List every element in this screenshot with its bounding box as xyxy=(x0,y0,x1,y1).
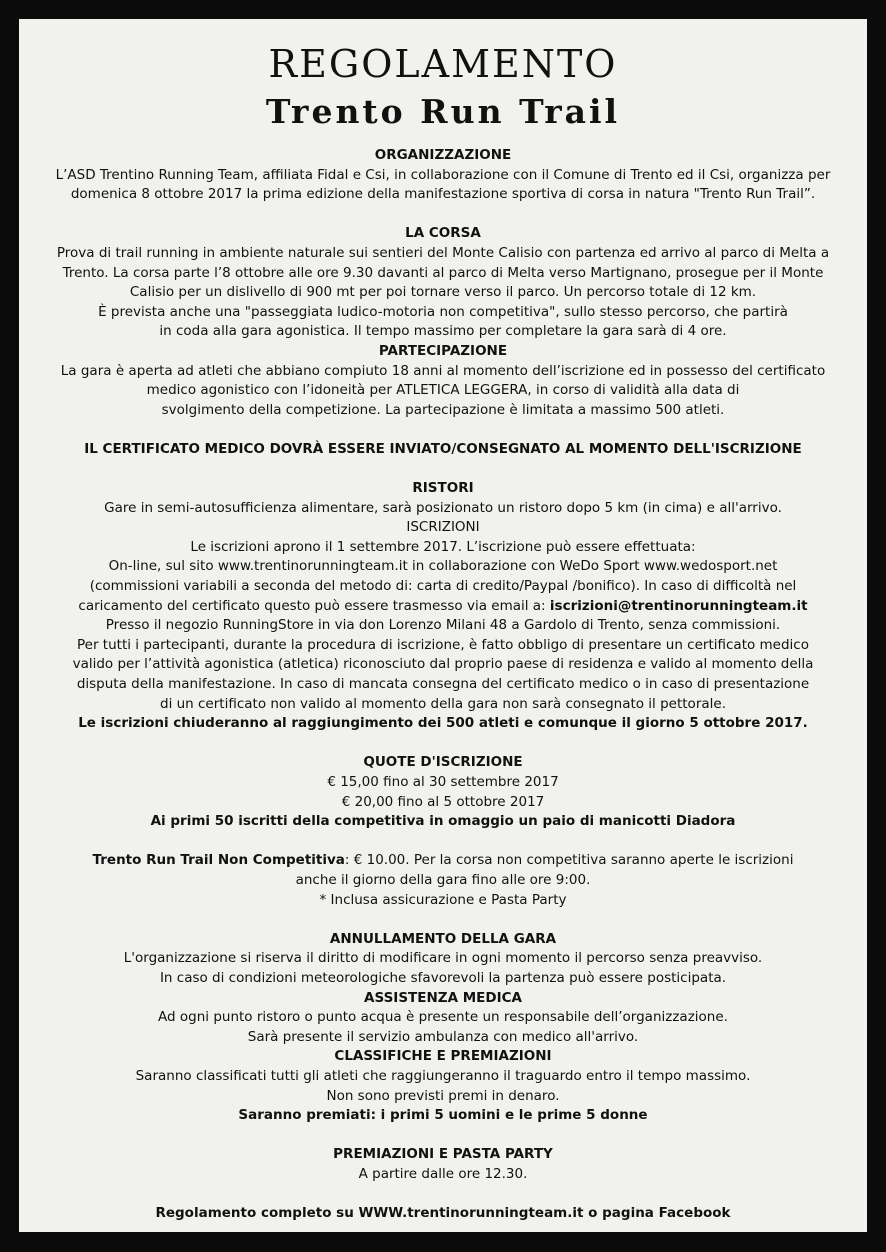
title-event-name: Trento Run Trail xyxy=(265,92,621,131)
paragraph-line: (commissioni variabili a seconda del metodo di: carta di credito/Paypal /bonifico). In caso di difficoltà nel xyxy=(89,578,797,595)
price-line: € 20,00 fino al 5 ottobre 2017 xyxy=(341,793,545,810)
paragraph-line xyxy=(29,851,857,871)
document-body xyxy=(29,146,857,1224)
paragraph-line: Sarà presente il servizio ambulanza con medico all'arrivo. xyxy=(247,1028,639,1045)
bonus-notice: Ai primi 50 iscritti della competitiva in omaggio un paio di manicotti Diadora xyxy=(150,813,736,830)
paragraph-line: Per tutti i partecipanti, durante la procedura di iscrizione, è fatto obbligo di presentare un certificato medico xyxy=(77,636,809,653)
paragraph-line: di un certificato non valido al momento della gara non sarà consegnato il pettorale. xyxy=(160,695,726,712)
title-regolamento: REGOLAMENTO xyxy=(268,42,618,86)
heading-la-corsa: LA CORSA xyxy=(405,225,481,242)
paragraph-line: medico agonistico con l’idoneità per ATLETICA LEGGERA, in corso di validità alla data di xyxy=(146,382,740,399)
paragraph-line: Prova di trail running in ambiente naturale sui sentieri del Monte Calisio con partenza ed arrivo al parco di Melta a xyxy=(56,244,830,261)
heading-assistenza: ASSISTENZA MEDICA xyxy=(364,989,522,1006)
paragraph-line: Ad ogni punto ristoro o punto acqua è presente un responsabile dell’organizzazione. xyxy=(158,1009,728,1026)
paragraph-line: Le iscrizioni aprono il 1 settembre 2017. L’iscrizione può essere effettuata: xyxy=(190,538,696,555)
paragraph-line: A partire dalle ore 12.30. xyxy=(358,1165,528,1182)
document-page xyxy=(19,19,867,1232)
heading-organizzazione: ORGANIZZAZIONE xyxy=(374,147,512,163)
paragraph-line: L’ASD Trentino Running Team, affiliata Fidal e Csi, in collaborazione con il Comune di Trento ed il Csi, organizza per xyxy=(55,166,831,183)
heading-pasta-party: PREMIAZIONI E PASTA PARTY xyxy=(333,1146,553,1163)
registration-email: iscrizioni@trentinorunningteam.it xyxy=(549,597,808,614)
heading-classifiche: CLASSIFICHE E PREMIAZIONI xyxy=(334,1048,552,1065)
certificate-notice: IL CERTIFICATO MEDICO DOVRÀ ESSERE INVIATO/CONSEGNATO AL MOMENTO DELL'ISCRIZIONE xyxy=(84,440,802,457)
price-line: € 15,00 fino al 30 settembre 2017 xyxy=(327,774,559,790)
footer-note: Regolamento completo su WWW.trentinorunningteam.it o pagina Facebook xyxy=(155,1205,731,1222)
heading-partecipazione: PARTECIPAZIONE xyxy=(378,342,508,359)
paragraph-line: On-line, sul sito www.trentinorunningteam.it in collaborazione con WeDo Sport www.wedosport.net xyxy=(108,558,778,575)
paragraph-line: È prevista anche una "passeggiata ludico-motoria non competitiva", sullo stesso percorso, che partirà xyxy=(98,303,788,320)
heading-iscrizioni: ISCRIZIONI xyxy=(406,519,480,536)
paragraph-line: valido per l’attività agonistica (atletica) riconosciuto dal proprio paese di residenza e valido al momento della xyxy=(72,656,814,673)
paragraph-line: * Inclusa assicurazione e Pasta Party xyxy=(319,891,567,908)
paragraph-line: Non sono previsti premi in denaro. xyxy=(326,1087,560,1104)
paragraph-line: La gara è aperta ad atleti che abbiano compiuto 18 anni al momento dell’iscrizione ed in possesso del certificato xyxy=(60,362,826,379)
paragraph-line: Calisio per un dislivello di 900 mt per poi tornare verso il parco. Un percorso totale di 12 km. xyxy=(129,284,757,301)
registration-closing-notice: Le iscrizioni chiuderanno al raggiungimento dei 500 atleti e comunque il giorno 5 ottobre 2017. xyxy=(78,715,808,732)
heading-annullamento: ANNULLAMENTO DELLA GARA xyxy=(329,930,557,947)
paragraph-line: svolgimento della competizione. La partecipazione è limitata a massimo 500 atleti. xyxy=(161,401,725,418)
paragraph-line: Saranno classificati tutti gli atleti che raggiungeranno il traguardo entro il tempo massimo. xyxy=(135,1067,751,1084)
paragraph-line: Gare in semi-autosufficienza alimentare, sarà posizionato un ristoro dopo 5 km (in cima) e all'arrivo. xyxy=(104,499,782,516)
prizes-notice: Saranno premiati: i primi 5 uomini e le prime 5 donne xyxy=(238,1107,648,1124)
paragraph-line: L'organizzazione si riserva il diritto di modificare in ogni momento il percorso senza preavviso. xyxy=(123,950,763,967)
paragraph-line: disputa della manifestazione. In caso di mancata consegna del certificato medico o in caso di presentazione xyxy=(76,676,810,693)
paragraph-line: domenica 8 ottobre 2017 la prima edizione della manifestazione sportiva di corsa in natura "Trento Run Trail”. xyxy=(70,186,816,203)
paragraph-line xyxy=(29,597,857,617)
paragraph-line: anche il giorno della gara fino alle ore 9:00. xyxy=(295,871,591,888)
non-competitive-label: Trento Run Trail Non Competitiva xyxy=(92,852,345,869)
heading-quote: QUOTE D'ISCRIZIONE xyxy=(363,754,523,771)
non-competitive-text: : € 10.00. Per la corsa non competitiva saranno aperte le iscrizioni xyxy=(344,852,794,869)
email-prefix: caricamento del certificato questo può essere trasmesso via email a: xyxy=(78,597,550,614)
heading-ristori: RISTORI xyxy=(412,480,474,497)
paragraph-line: In caso di condizioni meteorologiche sfavorevoli la partenza può essere posticipata. xyxy=(159,969,727,986)
paragraph-line: Trento. La corsa parte l’8 ottobre alle ore 9.30 davanti al parco di Melta verso Martignano, prosegue per il Monte xyxy=(62,264,824,281)
paragraph-line: Presso il negozio RunningStore in via don Lorenzo Milani 48 a Gardolo di Trento, senza commissioni. xyxy=(105,617,781,634)
paragraph-line: in coda alla gara agonistica. Il tempo massimo per completare la gara sarà di 4 ore. xyxy=(159,323,727,340)
